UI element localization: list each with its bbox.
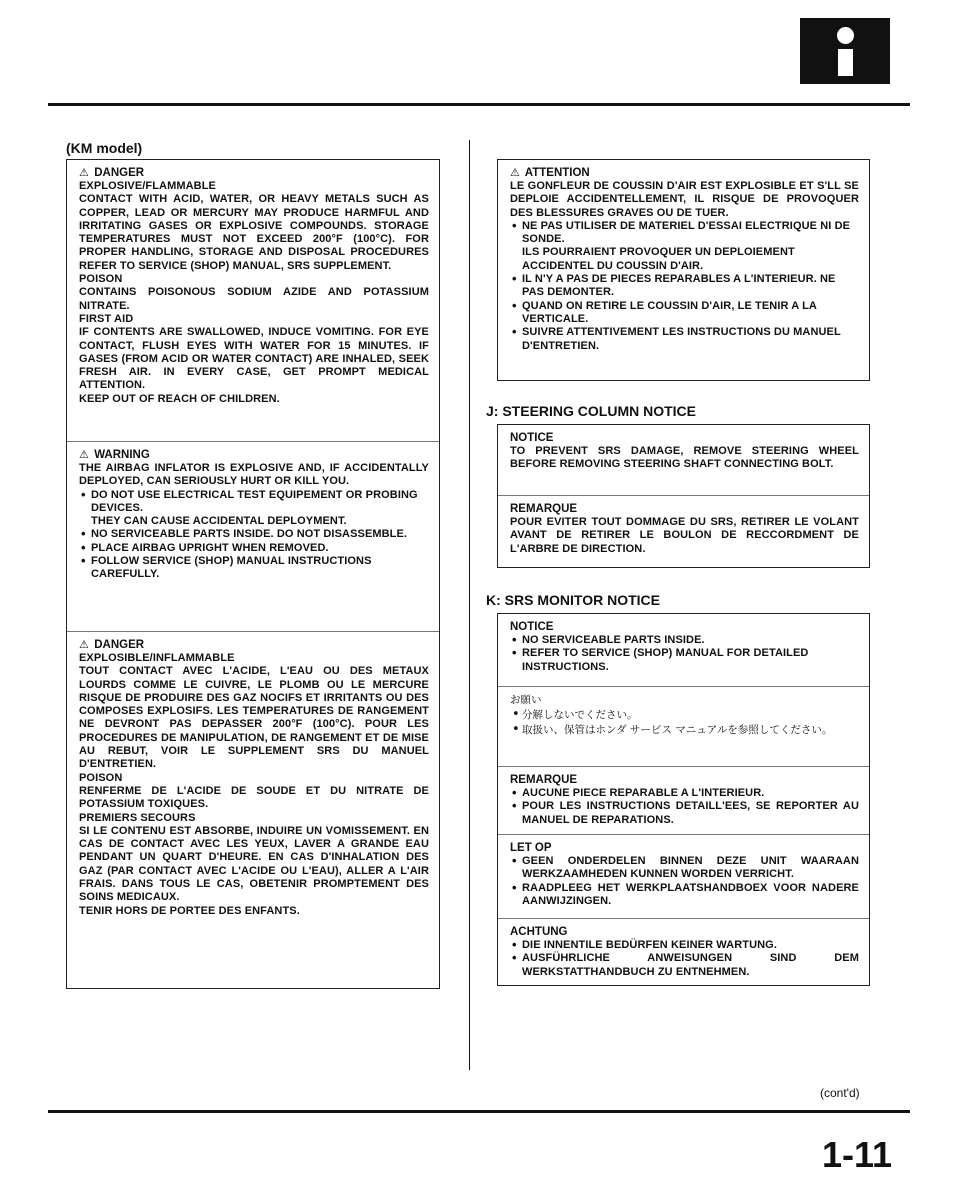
monitor-remarque-bullet: • AUCUNE PIECE REPARABLE A L'INTERIEUR. bbox=[510, 787, 859, 800]
top-rule bbox=[48, 103, 910, 106]
model-label: (KM model) bbox=[66, 140, 143, 156]
continued-label: (cont'd) bbox=[820, 1086, 860, 1100]
warning-en-section bbox=[67, 442, 439, 632]
page-number: 1-11 bbox=[822, 1134, 893, 1175]
danger-en-line: CONTAINS POISONOUS SODIUM AZIDE AND POTASSIUM NITRATE. bbox=[79, 286, 429, 312]
monitor-jp-bullet: • 分解しないでください。 bbox=[510, 708, 859, 723]
monitor-notice-heading: NOTICE bbox=[510, 621, 554, 633]
warning-triangle-icon: ⚠ bbox=[79, 449, 89, 461]
monitor-letop-heading: LET OP bbox=[510, 842, 552, 854]
bottom-rule bbox=[48, 1110, 910, 1113]
monitor-letop-bullet: • RAADPLEEG HET WERKPLAATSHANDBOEX VOOR NADERE AANWIJZINGEN. bbox=[510, 882, 859, 909]
steering-remarque-section bbox=[498, 496, 869, 561]
danger-fr-line: SI LE CONTENU EST ABSORBE, INDUIRE UN VOMISSEMENT. EN CAS DE CONTACT AVEC LES YEUX, LAVER A GRANDE EAU PENDANT UN QUART D'HEURE. EN CAS D'INHALATION DES GAZ (PAR CONTACT AVEC L'ACIDE OU L'EAU), ALLER A L'AIR FRAIS. DANS TOUS LE CAS, OBETENIR PROMPTEMENT DES SOINS MEDICAUX. bbox=[79, 824, 429, 904]
monitor-letop-section bbox=[498, 835, 869, 919]
monitor-achtung-section bbox=[498, 919, 869, 984]
warning-triangle-icon: ⚠ bbox=[510, 167, 520, 179]
warning-en-bullet-sub: THEY CAN CAUSE ACCIDENTAL DEPLOYMENT. bbox=[91, 515, 347, 528]
attention-bullet: • NE PAS UTILISER DE MATERIEL D'ESSAI ELECTRIQUE NI DE SONDE. bbox=[510, 220, 859, 247]
monitor-jp-section bbox=[498, 687, 869, 767]
monitor-letop-bullet: • GEEN ONDERDELEN BINNEN DEZE UNIT WAARAAN WERKZAAMHEDEN KUNNEN WORDEN VERRICHT. bbox=[510, 855, 859, 882]
attention-box bbox=[497, 159, 870, 381]
monitor-achtung-bullet: • DIE INNENTILE BEDÜRFEN KEINER WARTUNG. bbox=[510, 939, 859, 952]
steering-remarque-heading: REMARQUE bbox=[510, 503, 578, 515]
column-divider bbox=[469, 140, 470, 1070]
danger-en-section bbox=[67, 160, 439, 442]
steering-notice-section bbox=[498, 425, 869, 496]
steering-notice-heading: NOTICE bbox=[510, 432, 554, 444]
section-j-title: J: STEERING COLUMN NOTICE bbox=[486, 403, 697, 419]
monitor-jp-bullet: • 取扱い、保管はホンダ サービス マニュアルを参照してください。 bbox=[510, 723, 859, 738]
attention-bullet: • SUIVRE ATTENTIVEMENT LES INSTRUCTIONS DU MANUEL D'ENTRETIEN. bbox=[510, 326, 859, 353]
danger-fr-line: EXPLOSIBLE/INFLAMMABLE bbox=[79, 652, 235, 664]
monitor-achtung-bullet: • AUSFÜHRLICHE ANWEISUNGEN SIND DEM WERKSTATTHANDBUCH ZU ENTNEHMEN. bbox=[510, 952, 859, 979]
monitor-notice-section bbox=[498, 614, 869, 687]
attention-intro: LE GONFLEUR DE COUSSIN D'AIR EST EXPLOSIBLE ET S'LL SE DEPLOIE ACCIDENTELLEMENT, IL RISQUE DE PROVOQUER DES BLESSURES GRAVES OU DE TUER. bbox=[510, 180, 859, 219]
danger-fr-line: TENIR HORS DE PORTEE DES ENFANTS. bbox=[79, 904, 300, 917]
warning-triangle-icon: ⚠ bbox=[79, 639, 89, 651]
danger-en-line: POISON bbox=[79, 273, 123, 286]
info-icon bbox=[800, 18, 890, 84]
warning-en-heading: WARNING bbox=[94, 449, 150, 461]
section-k-title: K: SRS MONITOR NOTICE bbox=[486, 592, 660, 608]
monitor-notice-bullet: • NO SERVICEABLE PARTS INSIDE. bbox=[510, 634, 859, 647]
warning-en-bullet: • DO NOT USE ELECTRICAL TEST EQUIPEMENT OR PROBING DEVICES. bbox=[79, 489, 429, 516]
steering-notice-box bbox=[497, 424, 870, 568]
warning-triangle-icon: ⚠ bbox=[79, 167, 89, 179]
steering-notice-text: TO PREVENT SRS DAMAGE, REMOVE STEERING WHEEL BEFORE REMOVING STEERING SHAFT CONNECTING BOLT. bbox=[510, 445, 859, 471]
monitor-remarque-bullet: • POUR LES INSTRUCTIONS DETAILL'EES, SE REPORTER AU MANUEL DE REPARATIONS. bbox=[510, 800, 859, 827]
monitor-notice-bullet: • REFER TO SERVICE (SHOP) MANUAL FOR DETAILED INSTRUCTIONS. bbox=[510, 647, 859, 674]
danger-fr-line: TOUT CONTACT AVEC L'ACIDE, L'EAU OU DES METAUX LOURDS COMME LE CUIVRE, LE PLOMB OU LE MERCURE RISQUE DE PRODUIRE DES GAZ NOCIFS ET IRRITANTS OU DES COMPOSES EXPLOSIFS. LES TEMPERATURES DE RANGEMENT NE DEVRONT PAS DEPASSER 200°F (100°C). POUR LES PROCEDURES DE MANIPULATION, DE RANGEMENT ET DE MISE AU REBUT, VOIR LE SUPPLEMENT SRS DU MANUEL D'ENTRETIEN. bbox=[79, 665, 429, 771]
attention-bullet-sub: ILS POURRAIENT PROVOQUER UN DEPLOIEMENT ACCIDENTEL DU COUSSIN D'AIR. bbox=[522, 246, 795, 272]
danger-en-line: EXPLOSIVE/FLAMMABLE bbox=[79, 180, 216, 192]
attention-bullet: • QUAND ON RETIRE LE COUSSIN D'AIR, LE TENIR A LA VERTICALE. bbox=[510, 300, 859, 327]
left-label-box bbox=[66, 159, 440, 989]
warning-en-intro: THE AIRBAG INFLATOR IS EXPLOSIVE AND, IF ACCIDENTALLY DEPLOYED, CAN SERIOUSLY HURT OR KILL YOU. bbox=[79, 462, 429, 488]
danger-en-line: CONTACT WITH ACID, WATER, OR HEAVY METALS SUCH AS COPPER, LEAD OR MERCURY MAY PRODUCE HARMFUL AND IRRITATING GASES OR EXPLOSIVE COMPOUNDS. STORAGE TEMPERATURES MUST NOT EXCEED 200°F (100°C). FOR PROPER HANDLING, STORAGE AND DISPOSAL PROCEDURES REFER TO SERVICE (SHOP) MANUAL, SRS SUPPLEMENT. bbox=[79, 193, 429, 272]
danger-en-line: FIRST AID bbox=[79, 312, 134, 325]
danger-en-heading: DANGER bbox=[94, 167, 145, 179]
attention-bullet: • IL N'Y A PAS DE PIECES REPARABLES A L'INTERIEUR. NE PAS DEMONTER. bbox=[510, 273, 859, 300]
danger-fr-section bbox=[67, 632, 439, 923]
monitor-remarque-heading: REMARQUE bbox=[510, 774, 578, 786]
danger-fr-line: POISON bbox=[79, 771, 123, 784]
srs-monitor-box bbox=[497, 613, 870, 986]
warning-en-bullet: • PLACE AIRBAG UPRIGHT WHEN REMOVED. bbox=[79, 542, 429, 555]
monitor-jp-heading: お願い bbox=[510, 694, 542, 706]
danger-fr-line: RENFERME DE L'ACIDE DE SOUDE ET DU NITRATE DE POTASSIUM TOXIQUES. bbox=[79, 784, 429, 811]
warning-en-bullet: • FOLLOW SERVICE (SHOP) MANUAL INSTRUCTIONS CAREFULLY. bbox=[79, 555, 429, 582]
monitor-remarque-section bbox=[498, 767, 869, 835]
steering-remarque-text: POUR EVITER TOUT DOMMAGE DU SRS, RETIRER LE VOLANT AVANT DE RETIRER LE BOULON DE RECCORDMENT DE L'ARBRE DE DIRECTION. bbox=[510, 516, 859, 555]
danger-fr-heading: DANGER bbox=[94, 639, 145, 651]
warning-en-bullet: • NO SERVICEABLE PARTS INSIDE. DO NOT DISASSEMBLE. bbox=[79, 528, 429, 541]
danger-fr-line: PREMIERS SECOURS bbox=[79, 811, 196, 824]
attention-heading: ATTENTION bbox=[524, 167, 590, 179]
monitor-achtung-heading: ACHTUNG bbox=[510, 926, 568, 938]
info-icon-dot bbox=[837, 27, 854, 44]
danger-en-line: IF CONTENTS ARE SWALLOWED, INDUCE VOMITING. FOR EYE CONTACT, FLUSH EYES WITH WATER FOR 15 MINUTES. IF GASES (FROM ACID OR WATER CONTACT) ARE INHALED, SEEK FRESH AIR. IN EVERY CASE, GET PROMPT MEDICAL ATTENTION. bbox=[79, 326, 429, 392]
danger-en-line: KEEP OUT OF REACH OF CHILDREN. bbox=[79, 392, 280, 405]
info-icon-bar bbox=[838, 49, 853, 76]
attention-section bbox=[498, 160, 869, 358]
